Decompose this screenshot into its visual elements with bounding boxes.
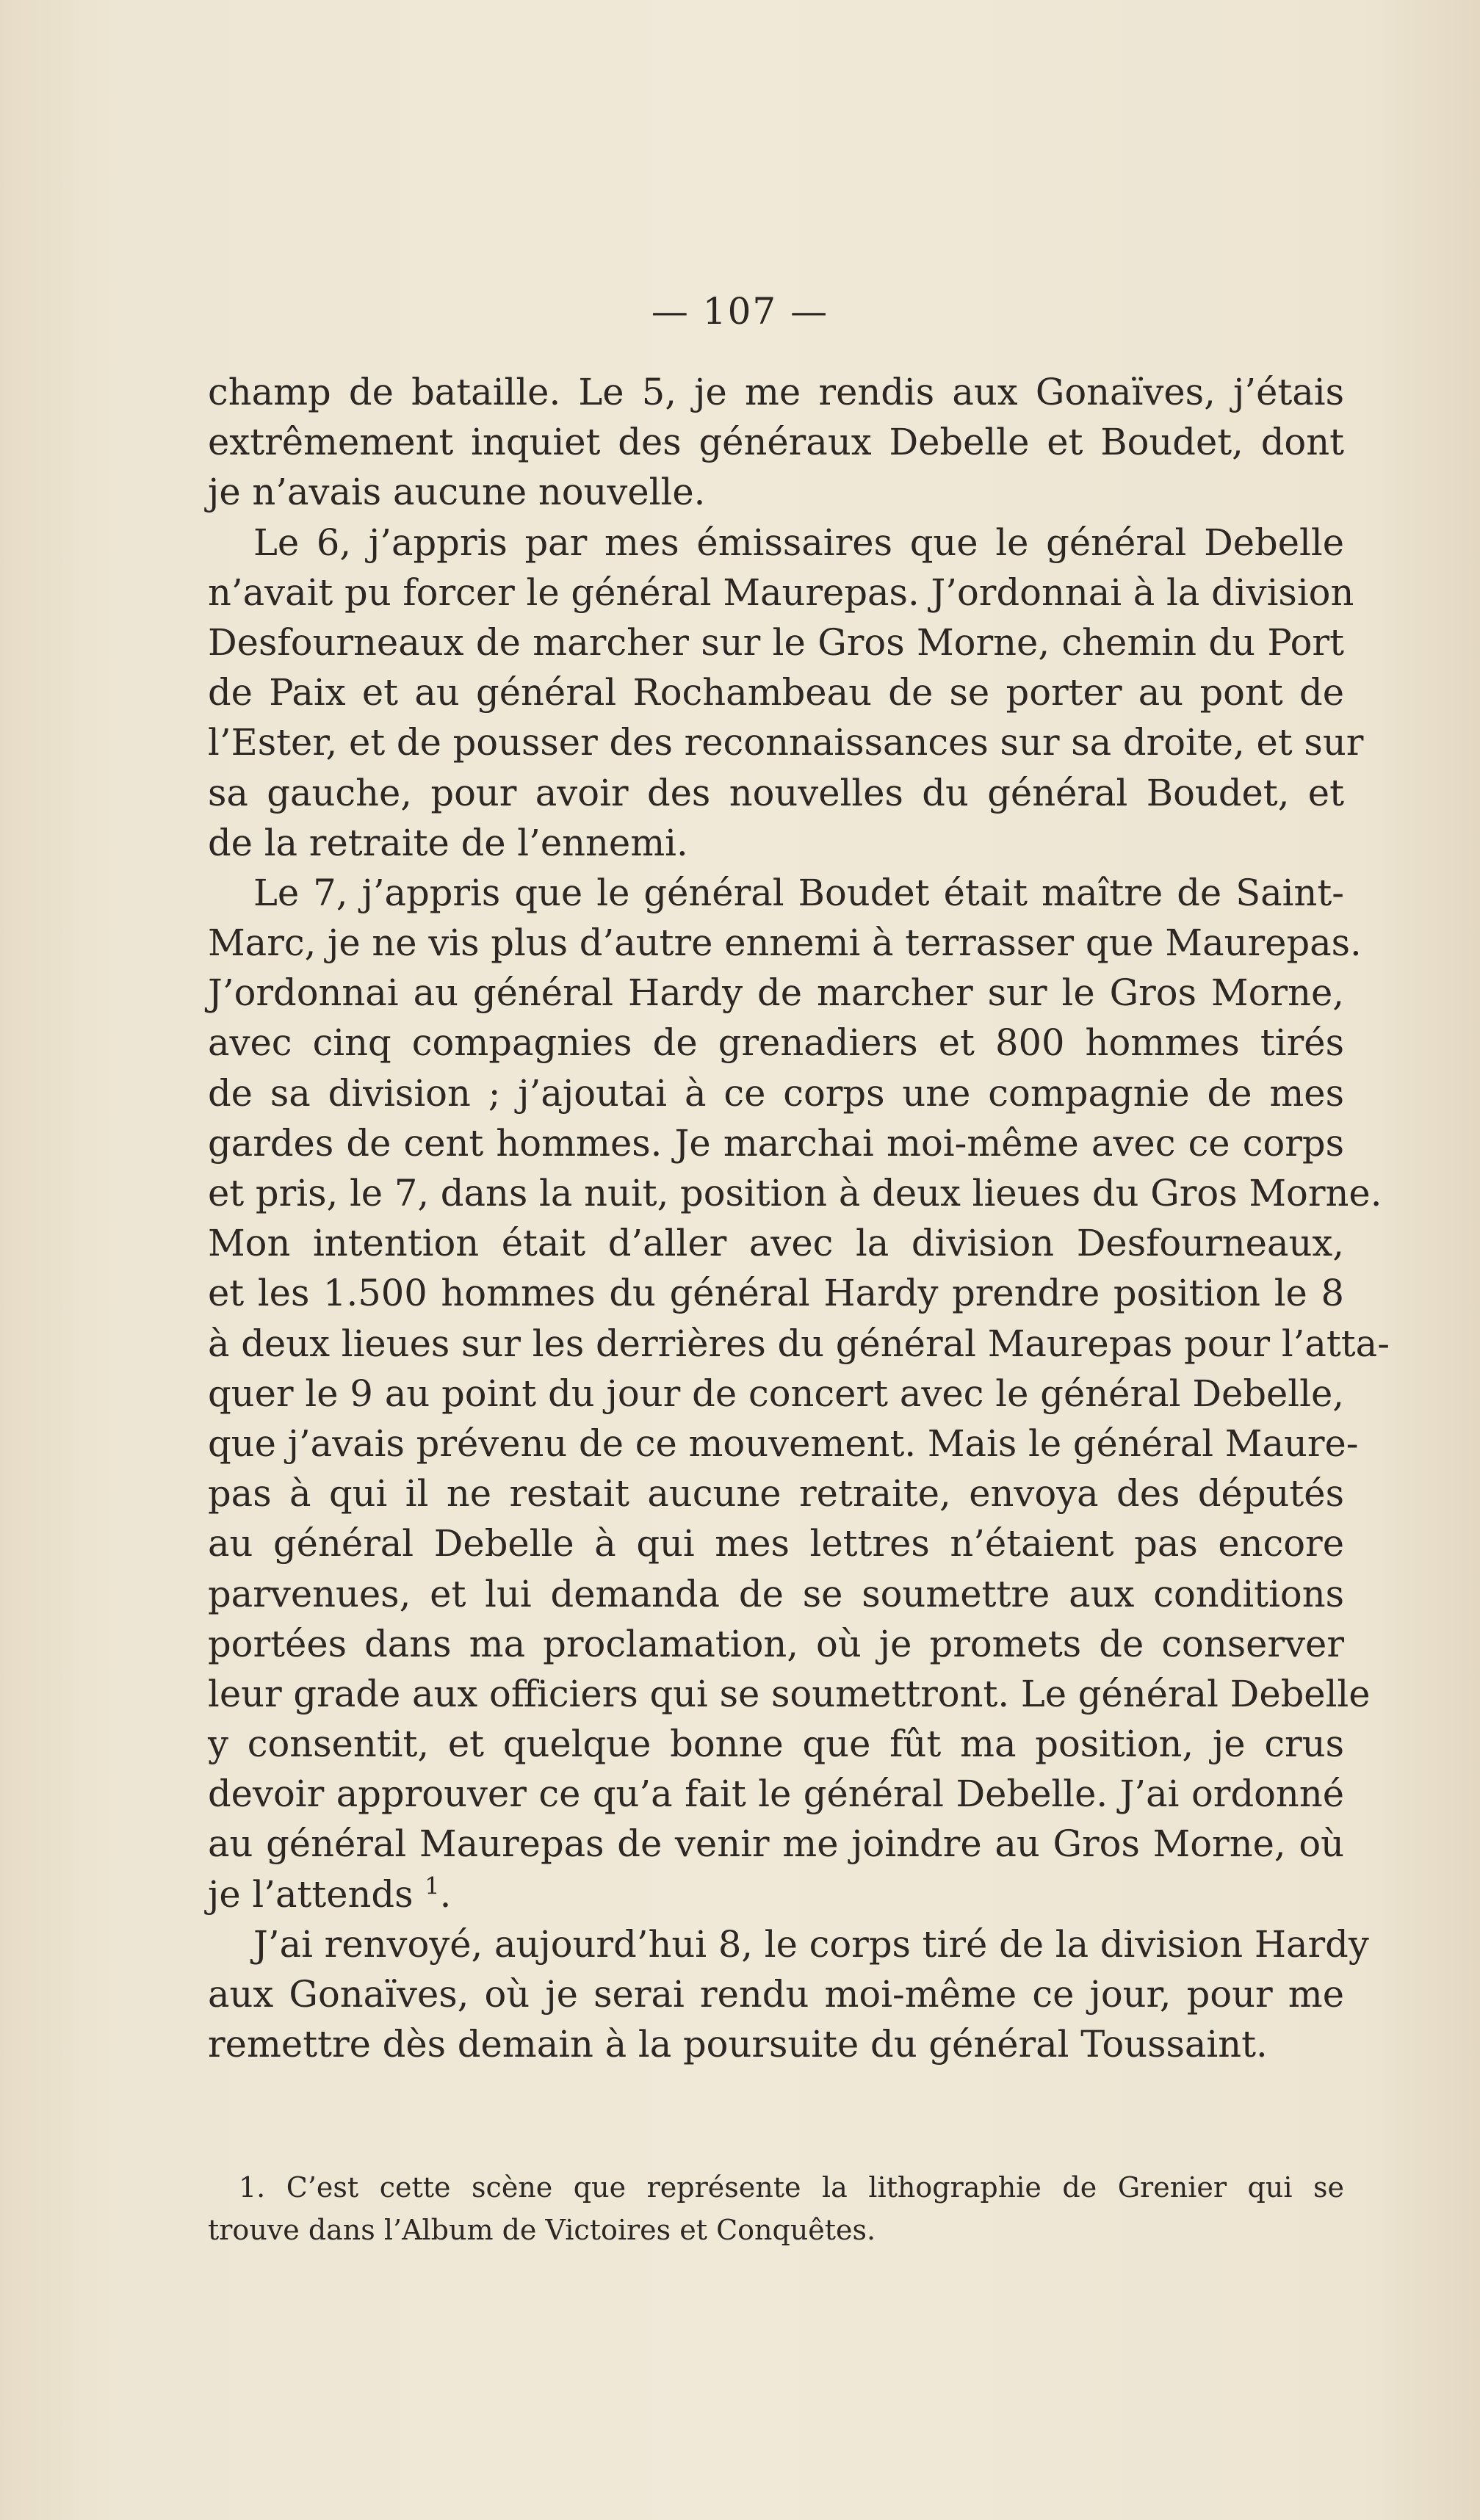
text-line: que j’avais prévenu de ce mouvement. Mais le général Maure- [208, 1422, 1359, 1465]
text-line: je n’avais aucune nouvelle. [208, 471, 706, 514]
text-line: Desfourneaux de marcher sur le Gros Morne, chemin du Port [208, 620, 1344, 664]
text-line: de la retraite de l’ennemi. [208, 821, 688, 864]
text-line: leur grade aux officiers qui se soumettront. Le général Debelle [208, 1672, 1371, 1715]
text-line: pas à qui il ne restait aucune retraite, envoya des députés [208, 1472, 1344, 1516]
text-line: à deux lieues sur les derrières du général Maurepas pour l’atta- [208, 1322, 1390, 1365]
text-line: Mon intention était d’aller avec la division Desfourneaux, [208, 1222, 1344, 1265]
text-line: quer le 9 au point du jour de concert avec le général Debelle, [208, 1372, 1344, 1415]
text-line-with-footnote-ref [208, 1869, 1344, 1919]
text-line: y consentit, et quelque bonne que fût ma position, je crus [208, 1723, 1344, 1766]
text-line: de Paix et au général Rochambeau de se porter au pont de [208, 671, 1344, 714]
text-line: J’ai renvoyé, aujourd’hui 8, le corps tiré de la division Hardy [253, 1922, 1369, 1966]
text-line: devoir approuver ce qu’a fait le général Debelle. J’ai ordonné [208, 1773, 1344, 1816]
footnote-reference: 1 [425, 1872, 440, 1900]
footnote-line: 1. C’est cette scène que représente la lithographie de Grenier qui se [239, 2171, 1344, 2204]
text-line: de sa division ; j’ajoutai à ce corps une compagnie de mes [208, 1071, 1344, 1115]
page-number: — 107 — [651, 290, 829, 333]
text-line: Le 7, j’appris que le général Boudet était maître de Saint- [253, 871, 1344, 914]
footnote [208, 2166, 1344, 2251]
text-line: et pris, le 7, dans la nuit, position à deux lieues du Gros Morne. [208, 1172, 1382, 1214]
text-line: Marc, je ne vis plus d’autre ennemi à terrasser que Maurepas. [208, 922, 1362, 965]
body-text [208, 367, 1390, 2069]
text-line: champ de bataille. Le 5, je me rendis aux Gonaïves, j’étais [208, 371, 1344, 413]
text-line: avec cinq compagnies de grenadiers et 800 hommes tirés [208, 1021, 1344, 1065]
text-line: au général Maurepas de venir me joindre au Gros Morne, où [208, 1822, 1344, 1866]
footnote-line: trouve dans l’Album de Victoires et Conquêtes. [208, 2214, 876, 2246]
text-line: sa gauche, pour avoir des nouvelles du général Boudet, et [208, 771, 1344, 814]
text-line: portées dans ma proclamation, où je promets de conserver [208, 1622, 1344, 1665]
footnote-reference-punctuation: . [439, 1872, 452, 1916]
text-line: je l’attends [208, 1872, 414, 1916]
text-line: n’avait pu forcer le général Maurepas. J’ordonnai à la division [208, 571, 1354, 614]
text-line: l’Ester, et de pousser des reconnaissances sur sa droite, et sur [208, 721, 1364, 764]
text-line: et les 1.500 hommes du général Hardy prendre position le 8 [208, 1272, 1344, 1315]
text-line: gardes de cent hommes. Je marchai moi-même avec ce corps [208, 1121, 1344, 1165]
text-line: J’ordonnai au général Hardy de marcher sur le Gros Morne, [208, 971, 1344, 1015]
text-line: aux Gonaïves, où je serai rendu moi-même ce jour, pour me [208, 1973, 1344, 2016]
text-line: remettre dès demain à la poursuite du général Toussaint. [208, 2023, 1268, 2066]
text-line: extrêmement inquiet des généraux Debelle et Boudet, dont [208, 421, 1344, 464]
text-line: parvenues, et lui demanda de se soumettre aux conditions [208, 1572, 1344, 1615]
text-line: au général Debelle à qui mes lettres n’étaient pas encore [208, 1522, 1344, 1565]
text-line: Le 6, j’appris par mes émissaires que le général Debelle [253, 521, 1344, 564]
